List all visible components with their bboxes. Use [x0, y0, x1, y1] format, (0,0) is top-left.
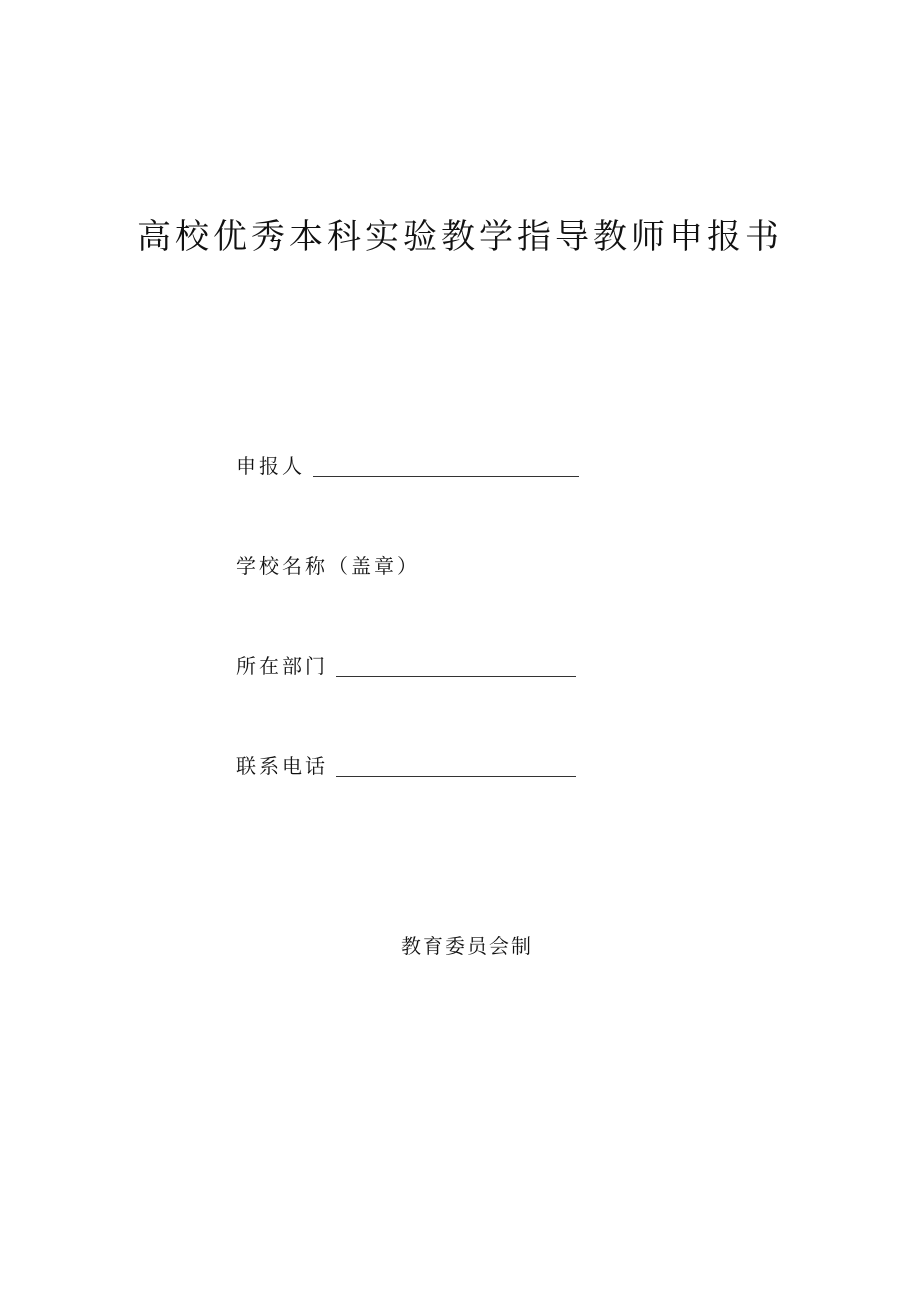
phone-blank-line[interactable] — [336, 752, 576, 777]
applicant-label: 申报人 — [236, 454, 305, 478]
school-name-field — [236, 548, 420, 580]
applicant-blank-line[interactable] — [313, 452, 579, 477]
phone-label: 联系电话 — [236, 754, 328, 778]
issuer-footer: 教育委员会制 — [401, 934, 533, 958]
school-name-label: 学校名称（盖章） — [236, 554, 420, 578]
document-title: 高校优秀本科实验教学指导教师申报书 — [137, 217, 783, 257]
department-blank-line[interactable] — [336, 652, 576, 677]
applicant-field — [236, 448, 579, 480]
department-field — [236, 648, 576, 680]
phone-field — [236, 748, 576, 780]
department-label: 所在部门 — [236, 654, 328, 678]
